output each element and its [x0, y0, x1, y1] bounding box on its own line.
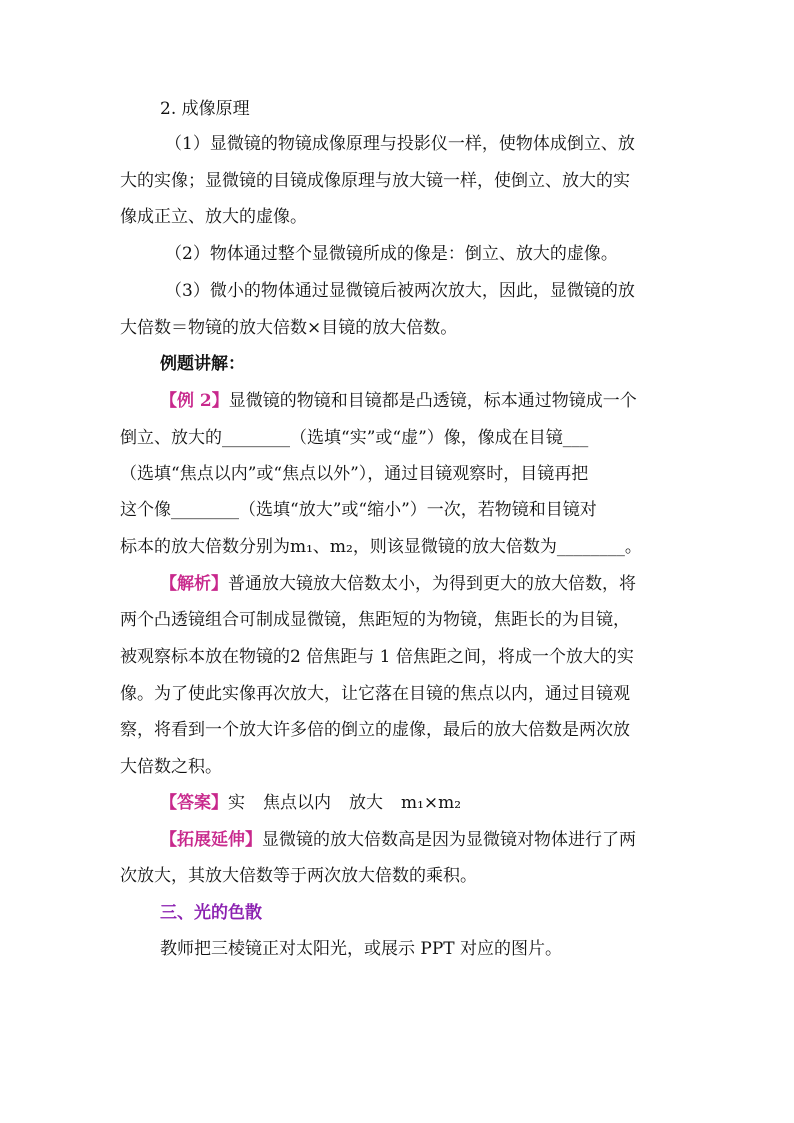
- analysis-text-1: 普通放大镜放大倍数太小，为得到更大的放大倍数，将: [228, 574, 636, 594]
- answer-4: m₁×m₂: [401, 793, 462, 813]
- analysis-tag: 【解析】: [160, 574, 228, 594]
- answer-tag: 【答案】: [160, 793, 228, 813]
- paragraph-1-line-2: 大的实像；显微镜的目镜成像原理与放大镜一样，使倒立、放大的实: [120, 171, 630, 191]
- example-line-5: 标本的放大倍数分别为m₁、m₂，则该显微镜的放大倍数为________。: [120, 537, 642, 557]
- example-line-2: 倒立、放大的________（选填“实”或“虚”）像，像成在目镜___: [120, 428, 589, 448]
- paragraph-1-line-1: （1）显微镜的物镜成像原理与投影仪一样，使物体成倒立、放: [165, 134, 635, 154]
- example-heading: 例题讲解：: [160, 354, 245, 374]
- section-3-line-1: 教师把三棱镜正对太阳光，或展示 PPT 对应的图片。: [160, 939, 563, 959]
- analysis-line-4: 像。为了使此实像再次放大，让它落在目镜的焦点以内，通过目镜观: [120, 684, 630, 704]
- answer-2: 焦点以内: [263, 793, 331, 813]
- answer-3: 放大: [349, 793, 383, 813]
- paragraph-2-line-1: （2）物体通过整个显微镜所成的像是：倒立、放大的虚像。: [165, 244, 618, 264]
- analysis-line-6: 大倍数之积。: [120, 757, 222, 777]
- extension-text-1: 显微镜的放大倍数高是因为显微镜对物体进行了两: [262, 830, 636, 850]
- example-line-3: （选填“焦点以内”或“焦点以外”），通过目镜观察时，目镜再把: [120, 464, 589, 484]
- extension-line-2: 次放大，其放大倍数等于两次放大倍数的乘积。: [120, 866, 477, 886]
- example-line-4: 这个像________（选填“放大”或“缩小”）一次，若物镜和目镜对: [120, 500, 597, 520]
- extension-line-1: [160, 830, 720, 850]
- analysis-line-5: 察，将看到一个放大许多倍的倒立的虚像，最后的放大倍数是两次放: [120, 720, 630, 740]
- section-title: 2. 成像原理: [160, 99, 250, 119]
- paragraph-3-line-2: 大倍数＝物镜的放大倍数×目镜的放大倍数。: [120, 318, 458, 338]
- extension-tag: 【拓展延伸】: [160, 830, 262, 850]
- answer-line: [160, 793, 720, 813]
- analysis-line-3: 被观察标本放在物镜的2 倍焦距与 1 倍焦距之间，将成一个放大的实: [120, 647, 634, 667]
- analysis-line-1: [160, 574, 720, 594]
- paragraph-3-line-1: （3）微小的物体通过显微镜后被两次放大，因此，显微镜的放: [165, 281, 635, 301]
- analysis-line-2: 两个凸透镜组合可制成显微镜，焦距短的为物镜，焦距长的为目镜，: [120, 610, 630, 630]
- example-tag: 【例 2】: [160, 391, 229, 411]
- paragraph-1-line-3: 像成正立、放大的虚像。: [120, 207, 307, 227]
- answer-1: 实: [228, 793, 245, 813]
- example-line-1: [160, 391, 720, 411]
- example-text-1: 显微镜的物镜和目镜都是凸透镜，标本通过物镜成一个: [228, 391, 637, 411]
- section-3-title: 三、光的色散: [160, 903, 262, 923]
